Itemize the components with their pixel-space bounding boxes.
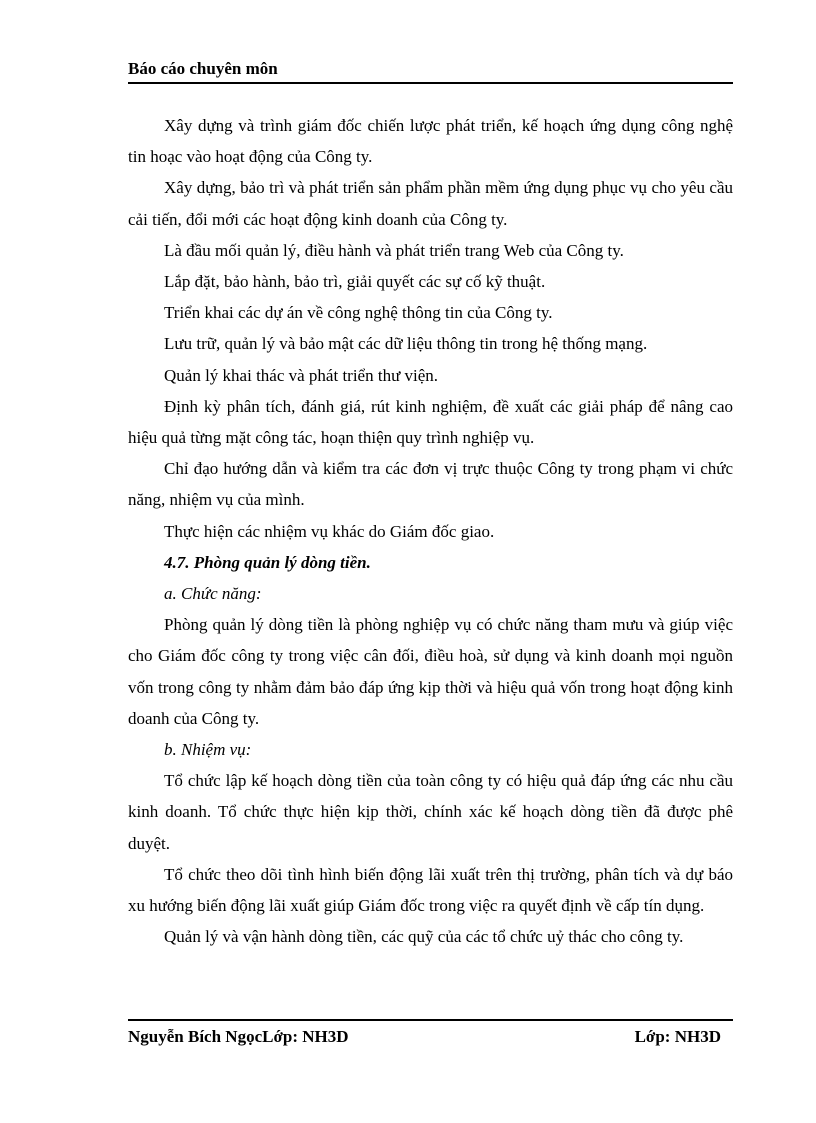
paragraph: Phòng quản lý dòng tiền là phòng nghiệp vụ có chức năng tham mưu và giúp việc cho Giám đốc công ty trong việc cân đối, điều hoà, sử dụng và kinh doanh mọi nguồn vốn trong công ty nhằm đảm bảo đáp ứng kịp thời và hiệu quả vốn trong hoạt động kinh doanh của Công ty.	[128, 615, 733, 728]
paragraph: Lưu trữ, quản lý và bảo mật các dữ liệu thông tin trong hệ thống mạng.	[164, 334, 648, 354]
header-title: Báo cáo chuyên môn	[128, 59, 278, 78]
body-text	[128, 110, 733, 952]
subheading-duties: b. Nhiệm vụ:	[164, 740, 252, 760]
paragraph: Chỉ đạo hướng dẫn và kiểm tra các đơn vị trực thuộc Công ty trong phạm vi chức năng, nhiệm vụ của mình.	[128, 459, 733, 510]
paragraph: Quản lý khai thác và phát triển thư viện.	[164, 365, 439, 385]
footer-class: Lớp: NH3D	[634, 1027, 721, 1046]
paragraph: Triển khai các dự án về công nghệ thông tin của Công ty.	[164, 303, 553, 323]
paragraph: Xây dựng và trình giám đốc chiến lược phát triển, kế hoạch ứng dụng công nghệ tin hoạc vào hoạt động của Công ty.	[128, 116, 733, 167]
paragraph: Tổ chức lập kế hoạch dòng tiền của toàn công ty có hiệu quả đáp ứng các nhu cầu kinh doanh. Tổ chức thực hiện kịp thời, chính xác kế hoạch dòng tiền đã được phê duyệt.	[128, 771, 733, 853]
paragraph: Xây dựng, bảo trì và phát triển sản phẩm phần mềm ứng dụng phục vụ cho yêu cầu cải tiến, đổi mới các hoạt động kinh doanh của Công ty.	[128, 178, 733, 229]
paragraph: Tổ chức theo dõi tình hình biến động lãi xuất trên thị trường, phân tích và dự báo xu hướng biến động lãi xuất giúp Giám đốc trong việc ra quyết định về cấp tín dụng.	[128, 864, 733, 916]
footer-row	[128, 1027, 733, 1047]
page-footer	[128, 1019, 733, 1047]
subheading-function: a. Chức năng:	[164, 584, 262, 604]
page-header	[128, 58, 733, 84]
paragraph: Lắp đặt, bảo hành, bảo trì, giải quyết các sự cố kỹ thuật.	[164, 272, 546, 292]
section-heading: 4.7. Phòng quản lý dòng tiền.	[164, 552, 371, 572]
footer-author: Nguyễn Bích NgọcLớp: NH3D	[128, 1027, 349, 1046]
paragraph: Là đầu mối quản lý, điều hành và phát triển trang Web của Công ty.	[164, 240, 624, 260]
paragraph: Thực hiện các nhiệm vụ khác do Giám đốc giao.	[164, 521, 495, 541]
paragraph: Định kỳ phân tích, đánh giá, rút kinh nghiệm, đề xuất các giải pháp để nâng cao hiệu quả từng mặt công tác, hoạn thiện quy trình nghiệp vụ.	[128, 396, 733, 448]
header-rule	[128, 82, 733, 84]
paragraph: Quản lý và vận hành dòng tiền, các quỹ của các tổ chức uỷ thác cho công ty.	[164, 927, 684, 947]
footer-rule	[128, 1019, 733, 1021]
